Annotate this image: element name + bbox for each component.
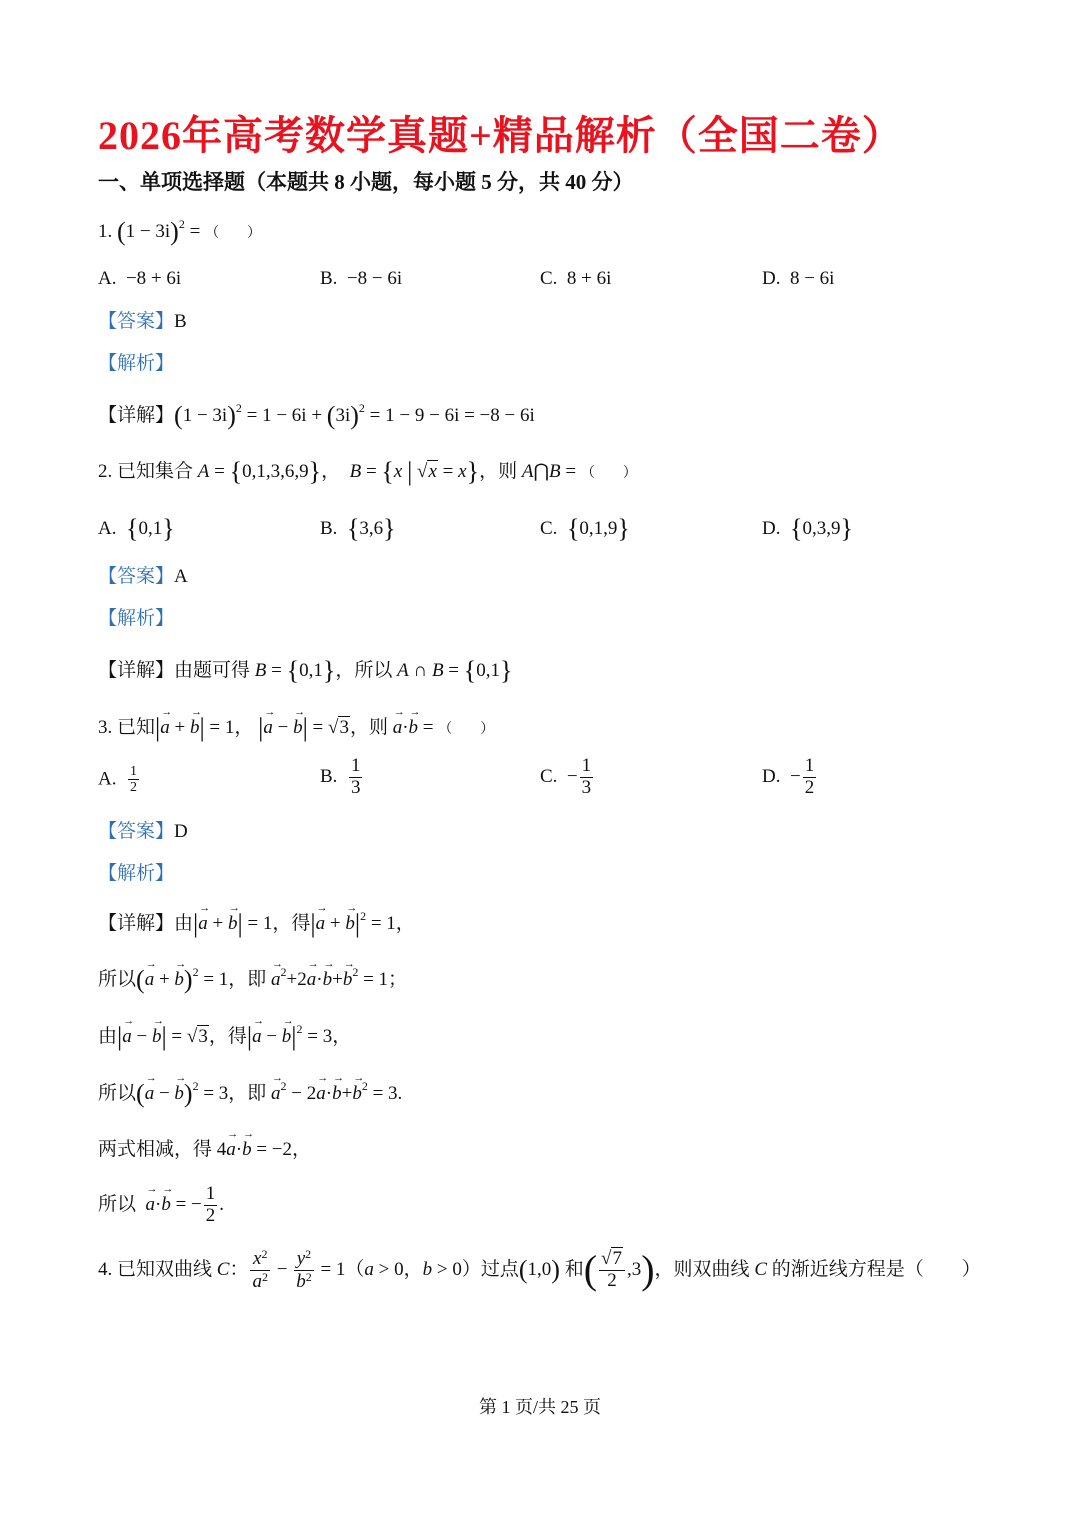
q3-answer: 【答案】D bbox=[98, 821, 188, 842]
q3-detail-line-1: 【详解】由|→ a + → b| = 1，得|→ a + → $b|^2 = 1$， bbox=[98, 908, 415, 939]
q1-option-d: D. 8 − 6i bbox=[762, 268, 835, 289]
q2-stem: 2. 已知集合 A = {0,1,3,6,9}， B = {x | √x = x}，则 A⋂B = （ ） bbox=[98, 457, 637, 486]
q3-analysis-label: 【解析】 bbox=[98, 863, 175, 884]
q3-stem: 3. 已知|→ a + → b| = 1， |→ a − → b| = √3，则 → a·→ b = （ ） bbox=[98, 712, 494, 743]
q3-option-b: B. $\frac{1}{3}$ bbox=[320, 755, 361, 798]
q1-analysis-label: 【解析】 bbox=[98, 353, 175, 374]
q3-detail-line-3: 由|→ a − → b| = √3，得|→ a − → $b|^2 = 3$， bbox=[98, 1021, 351, 1052]
q2-option-a: A. {0,1} bbox=[98, 514, 175, 543]
q1-answer: 【答案】B bbox=[98, 311, 187, 332]
q1-option-b: B. −8 − 6i bbox=[320, 268, 403, 289]
q1-stem: 1. $(1 - 3i)^2$ = （ ） bbox=[98, 217, 262, 246]
q2-option-c: C. {0,1,9} bbox=[540, 514, 630, 543]
q2-answer: 【答案】A bbox=[98, 566, 188, 587]
page-footer: 第 1 页/共 25 页 bbox=[478, 1397, 601, 1417]
q3-detail-line-5: 两式相减，得 4→ a·→ b = −2， bbox=[98, 1139, 311, 1162]
q2-analysis-label: 【解析】 bbox=[98, 608, 175, 629]
q2-detail: 【详解】由题可得 B = {0,1}，所以 A ∩ B = {0,1} bbox=[98, 656, 513, 685]
q3-option-c: C. − $\frac{1}{3}$ bbox=[540, 755, 592, 798]
q3-detail-line-6: 所以 → a·→ b = − $\frac{1}{2}$ . bbox=[98, 1184, 224, 1227]
q3-option-d: D. − $\frac{1}{2}$ bbox=[762, 755, 815, 798]
q1-detail: 【详解】$(1 - 3i)^2 = 1 - 6i + (3i)^2 = 1 - 9 - 6i = -8 - 6i$ bbox=[98, 401, 535, 430]
q4-stem: 4. 已知双曲线 C： $\frac{x^2}{a^2}$ − $\frac{y^2}{b^2}$ = 1（a > 0，b > 0）过点(1,0) 和( $\frac{√7}{2}$ ,3)，则双曲线 C 的渐近线方程是（ ） bbox=[98, 1247, 981, 1293]
q2-option-b: B. {3,6} bbox=[320, 514, 396, 543]
q2-option-d: D. {0,3,9} bbox=[762, 514, 853, 543]
q3-detail-line-2: 所以(→ a + → b)$^2$ = 1，即 → $a^2+2\to a\cdot\to b+\to b^2 = 1$； bbox=[98, 964, 407, 995]
q1-option-c: C. 8 + 6i bbox=[540, 268, 612, 289]
q3-option-a: A. $\frac{1}{2}$ bbox=[98, 764, 137, 796]
q1-option-a: A. −8 + 6i bbox=[98, 268, 182, 289]
document-title: 2026年高考数学真题+精品解析（全国二卷） bbox=[98, 113, 903, 158]
q3-detail-line-4: 所以(→ a − → b)$^2$ = 3，即 → $a^2 - 2\to a\cdot\to b+\to b^2 = 3$. bbox=[98, 1078, 402, 1109]
section-heading: 一、单项选择题（本题共 8 小题，每小题 5 分，共 40 分） bbox=[98, 170, 634, 194]
